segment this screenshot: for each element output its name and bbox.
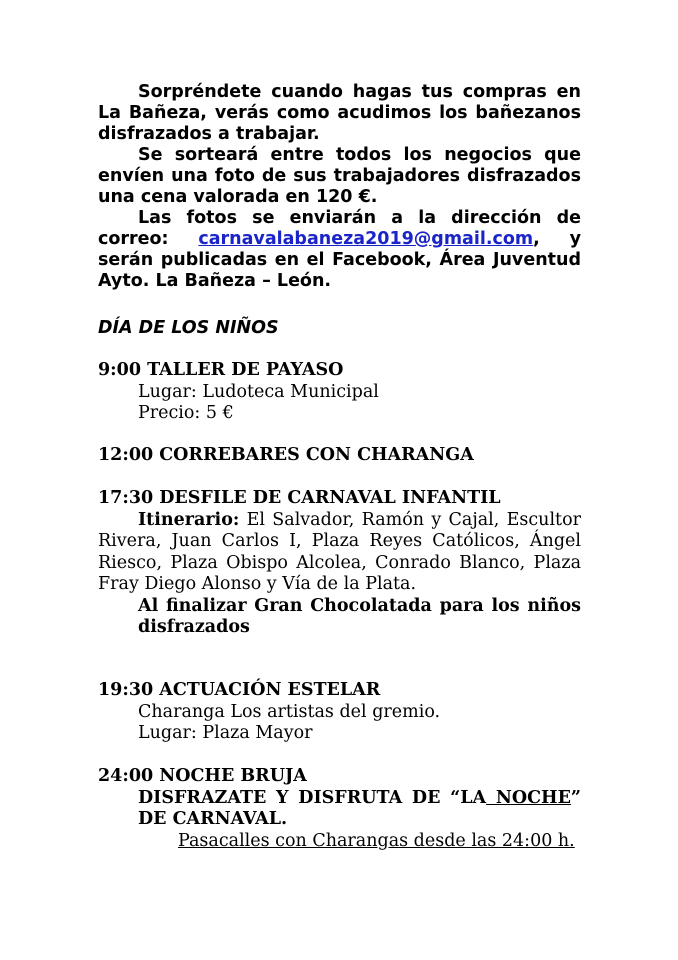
event-noche-slogan [138,788,581,831]
intro-section [98,82,581,292]
event-noche [98,766,581,852]
event-noche-title: 24:00 NOCHE BRUJA [98,766,307,786]
intro-paragraph-3 [98,208,581,292]
intro-paragraph-2: Se sorteará entre todos los negocios que envíen una foto de sus trabajadores disfrazados una cena valorada en 120 €. [98,145,581,207]
day-title: DÍA DE LOS NIÑOS [98,318,279,338]
slogan-part-b: NOCHE [486,787,571,808]
event-actuacion [98,680,581,745]
event-actuacion-line1: Charanga Los artistas del gremio. [138,701,441,722]
event-actuacion-title: 19:30 ACTUACIÓN ESTELAR [98,680,381,700]
slogan-part-c: ” DE CARNAVAL. [138,787,581,829]
itinerario-label: Itinerario: [138,509,240,530]
intro-paragraph-1: Sorpréndete cuando hagas tus compras en La Bañeza, verás como acudimos los bañezanos disfrazados a trabajar. [98,82,581,144]
event-noche-pasacalles: Pasacalles con Charangas desde las 24:00 h. [178,830,575,851]
email-link[interactable]: carnavalabaneza2019@gmail.com [198,229,534,249]
event-desfile-itinerario [98,510,581,596]
event-taller [98,360,581,425]
event-desfile-chocolatada: Al finalizar Gran Chocolatada para los niños disfrazados [138,595,581,637]
event-desfile [98,488,581,639]
event-actuacion-line2: Lugar: Plaza Mayor [138,723,313,743]
event-taller-lugar: Lugar: Ludoteca Municipal [138,381,379,402]
itinerario-text: El Salvador, Ramón y Cajal, Escultor Rivera, Juan Carlos I, Plaza Reyes Católicos, Ángel Riesco, Plaza Obispo Alcolea, Conrado Blanco, Plaza Fray Diego Alonso y Vía de la Plata. [98,509,581,594]
event-taller-title: 9:00 TALLER DE PAYASO [98,360,344,380]
event-desfile-title: 17:30 DESFILE DE CARNAVAL INFANTIL [98,488,501,508]
slogan-part-a: DISFRAZATE Y DISFRUTA DE “LA [138,787,487,808]
intro-paragraph-3-start: Las fotos se enviarán a la dirección de correo: [98,208,581,249]
event-taller-precio: Precio: 5 € [138,403,234,423]
event-correbares-title: 12:00 CORREBARES CON CHARANGA [98,445,474,465]
intro-paragraph-3-end: , y serán publicadas en el Facebook, Área Juventud Ayto. La Bañeza – León. [98,229,581,291]
